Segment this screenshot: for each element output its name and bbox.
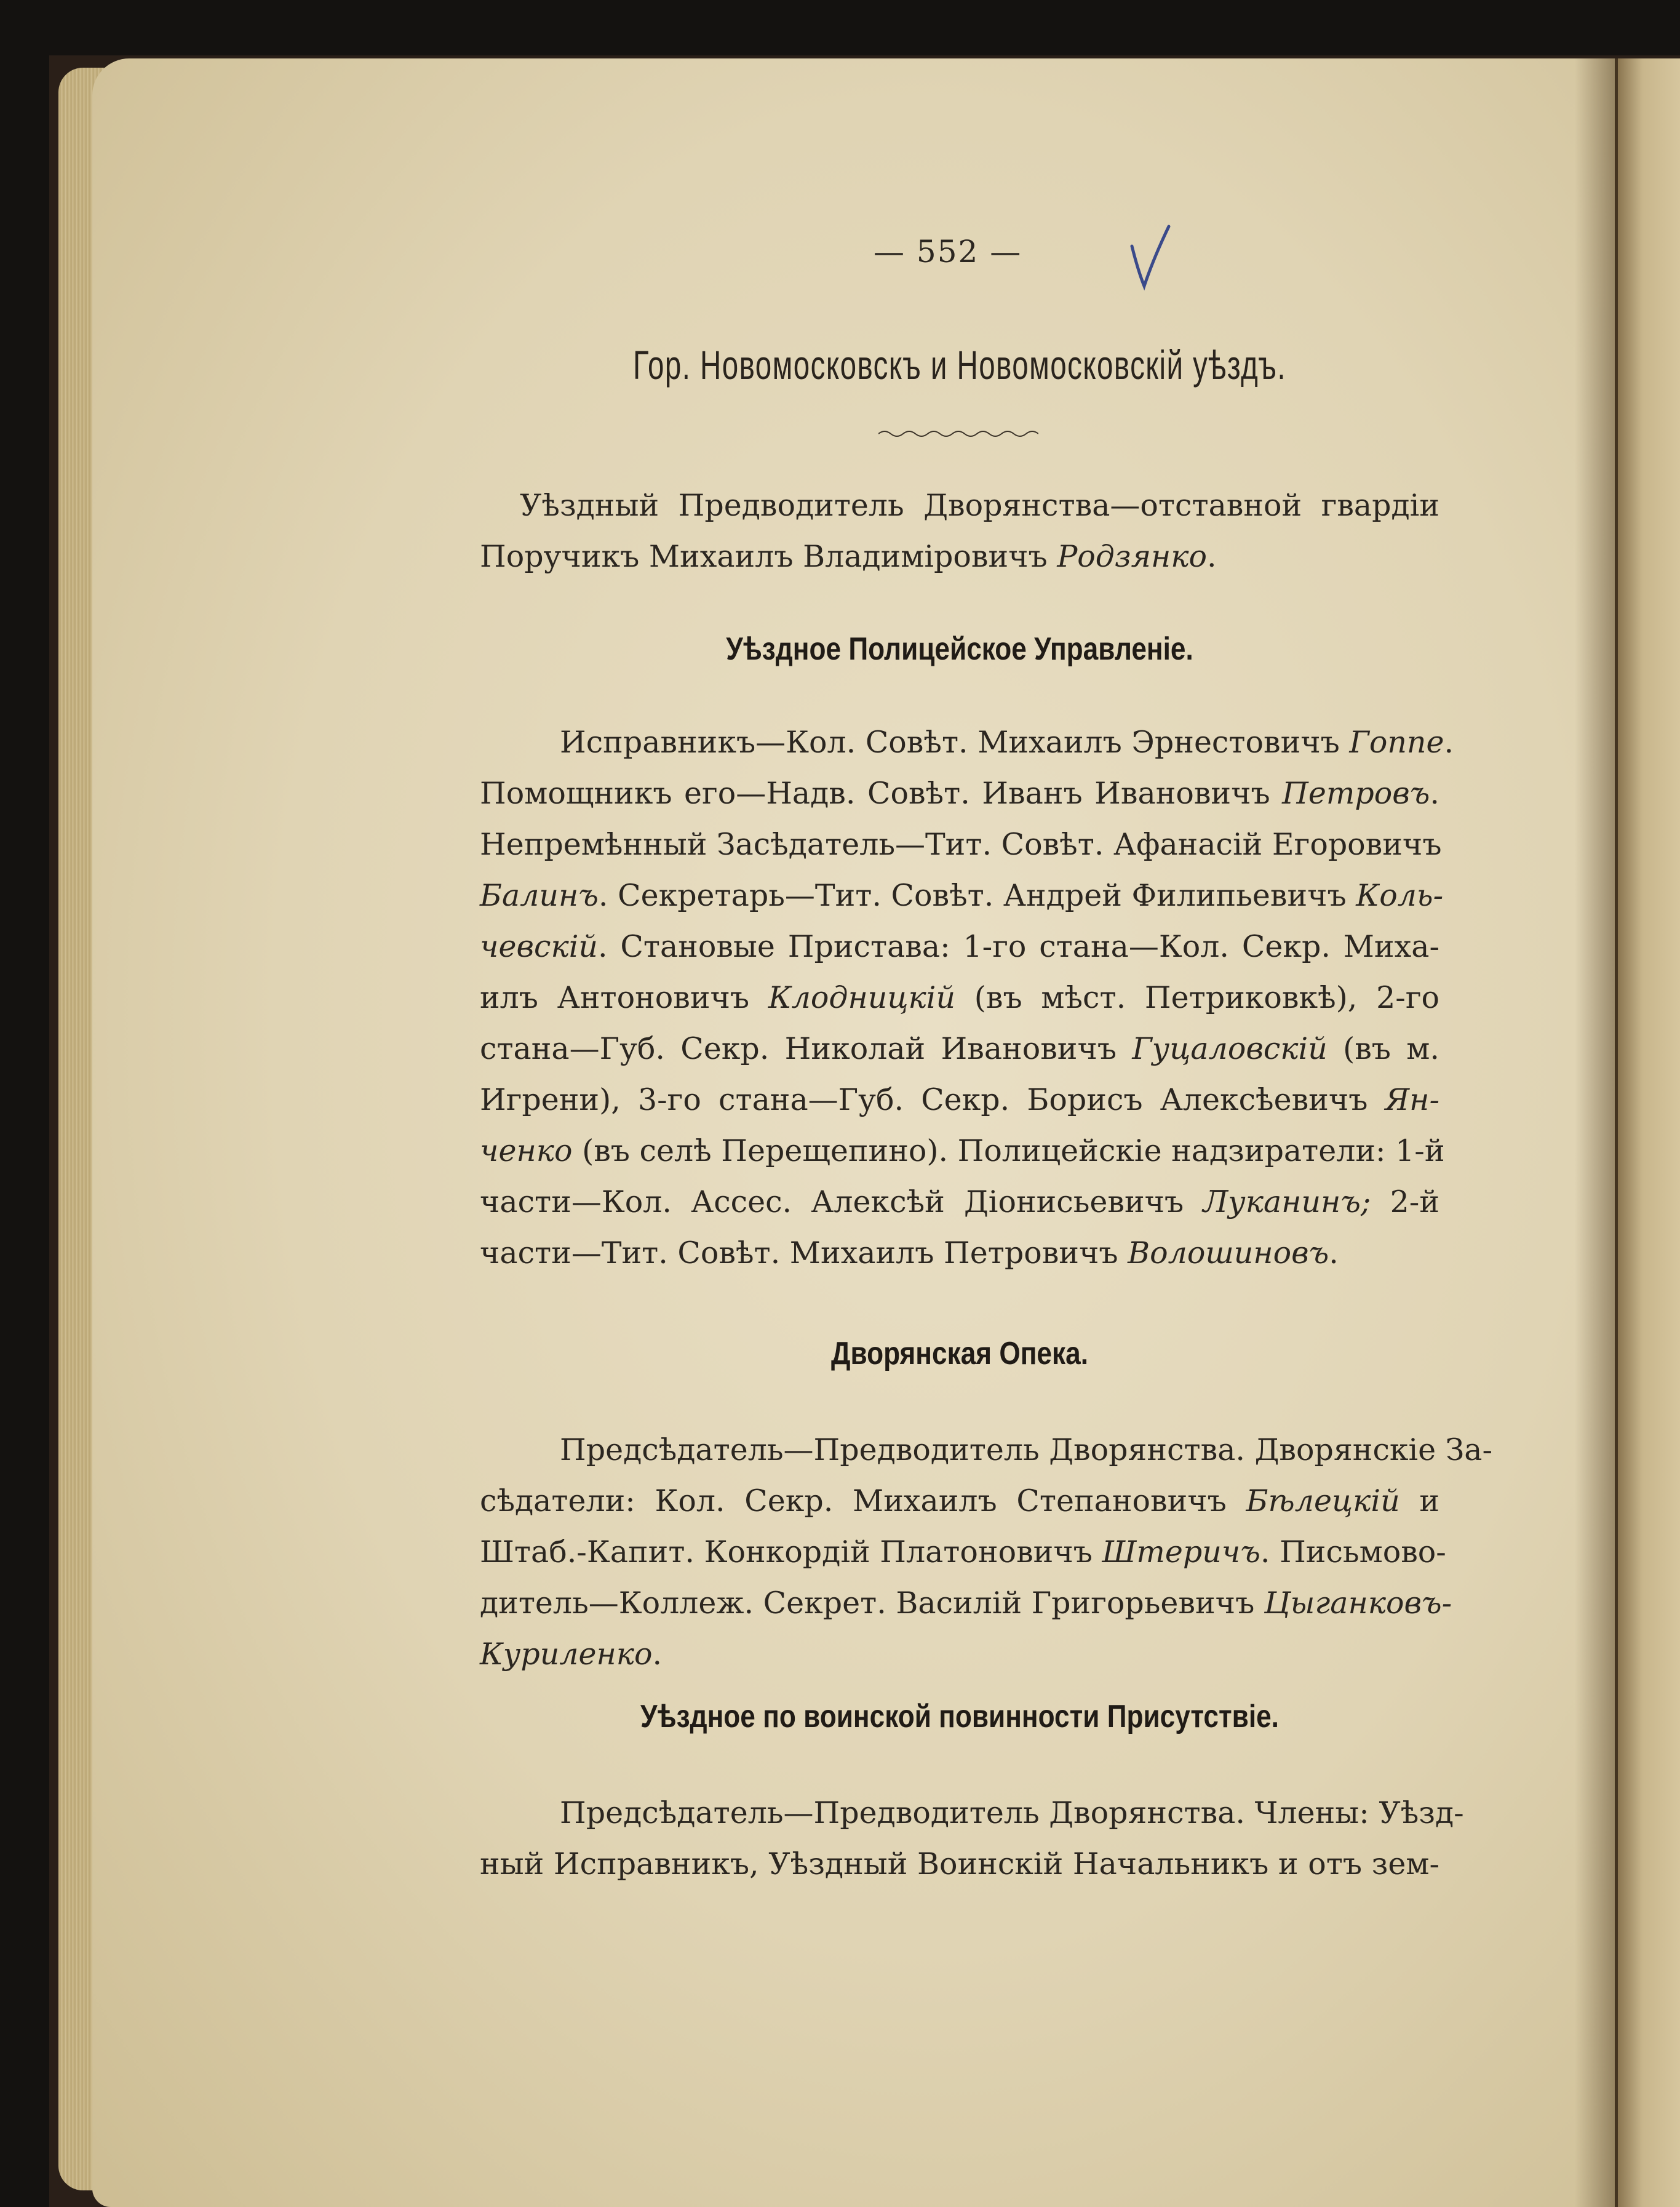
section-title-military-service: Уѣздное по воинской повинности Присутствіе. (640, 1699, 1279, 1734)
text-line: части—Тит. Совѣт. Михаилъ Петровичъ Волошиновъ. (480, 1235, 1339, 1271)
text-line: дитель—Коллеж. Секрет. Василій Григорьевичъ Цыганковъ- (480, 1586, 1452, 1621)
text-line: Непремѣнный Засѣдатель—Тит. Совѣт. Афанасій Егоровичъ (480, 827, 1442, 862)
text-segment: Уѣздный Предводитель Дворянства—отставной гвардіи (520, 488, 1439, 523)
text-line: ный Исправникъ, Уѣздный Воинскій Начальникъ и отъ зем- (480, 1846, 1439, 1882)
text-line: стана—Губ. Секр. Николай Ивановичъ Гуцаловскій (въ м. (480, 1031, 1439, 1066)
section-title-police: Уѣздное Полицейское Управленіе. (726, 631, 1193, 667)
text-line: Балинъ. Секретарь—Тит. Совѣт. Андрей Филипьевичъ Коль- (480, 878, 1444, 913)
text-line: Игрени), 3-го стана—Губ. Секр. Борисъ Алексѣевичъ Ян- (480, 1082, 1439, 1117)
text-line (480, 480, 1439, 531)
text-line: Исправникъ—Кол. Совѣт. Михаилъ Эрнестовичъ Гоппе. (560, 725, 1454, 760)
text-segment: Поручикъ Михаилъ Владиміровичъ (480, 539, 1057, 574)
text-segment: . (1207, 539, 1217, 574)
text-line: чевскій. Становые Пристава: 1-го стана—Кол. Секр. Миха- (480, 929, 1439, 964)
page-title: Гор. Новомосковскъ и Новомосковскій уѣздъ. (633, 342, 1286, 388)
police-paragraph (480, 717, 1454, 1279)
text-line: Помощникъ его—Надв. Совѣт. Иванъ Ивановичъ Петровъ. (480, 776, 1439, 811)
text-line: Куриленко. (480, 1637, 663, 1672)
page-gutter (1575, 58, 1618, 2207)
facing-page-edge (1618, 58, 1680, 2207)
text-line: илъ Антоновичъ Клодницкій (въ мѣст. Петриковкѣ), 2-го (480, 980, 1439, 1015)
text-line: Предсѣдатель—Предводитель Дворянства. Дворянскіе За- (560, 1432, 1493, 1467)
text-line: Предсѣдатель—Предводитель Дворянства. Члены: Уѣзд- (560, 1795, 1464, 1830)
text-line: сѣдатели: Кол. Секр. Михаилъ Степановичъ Бѣлецкій и (480, 1483, 1439, 1519)
guardianship-paragraph (480, 1424, 1493, 1680)
text-line (480, 531, 1439, 582)
page-number: — 552 — (874, 234, 1022, 269)
intro-paragraph (480, 480, 1439, 582)
military-paragraph (480, 1787, 1464, 1890)
surname: Родзянко (1057, 539, 1208, 574)
text-line: ченко (въ селѣ Перещепино). Полицейскіе надзиратели: 1-й (480, 1133, 1445, 1168)
text-line: Штаб.-Капит. Конкордій Платоновичъ Штеричъ. Письмово- (480, 1535, 1446, 1570)
text-line: части—Кол. Ассес. Алексѣй Діонисьевичъ Луканинъ; 2-й (480, 1184, 1440, 1219)
handwritten-checkmark-icon (1126, 221, 1175, 295)
decorative-wavy-rule (878, 428, 1038, 440)
section-title-noble-guardianship: Дворянская Опека. (831, 1336, 1088, 1371)
